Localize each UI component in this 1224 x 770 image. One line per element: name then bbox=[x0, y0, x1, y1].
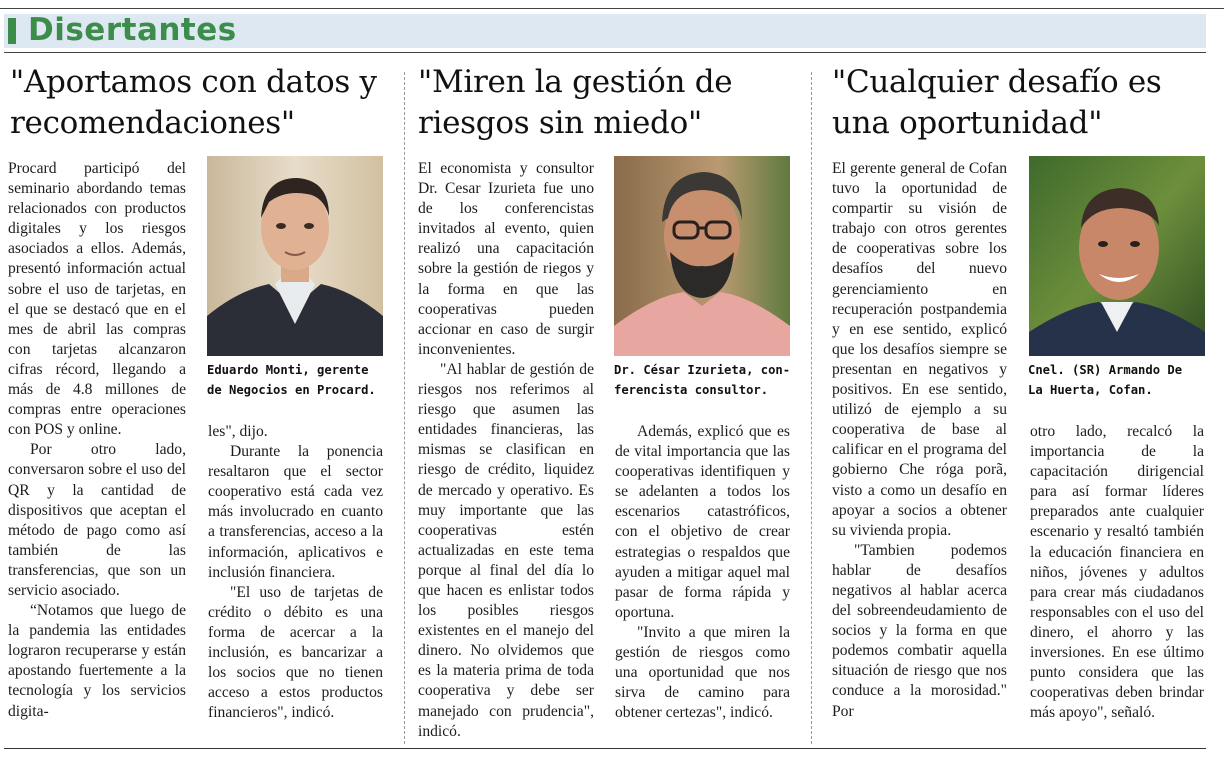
article-text-column bbox=[208, 422, 383, 723]
article-headline: "Cualquier desafío es una oportunidad" bbox=[832, 64, 1162, 141]
portrait-photo bbox=[1029, 156, 1205, 356]
article-text-column bbox=[832, 159, 1007, 722]
paragraph: Además, explicó que es de vital importancia que las cooperativas identifiquen y se adelanten a todos los escenarios catastróficos, con el objetivo de crear estrategias o respaldos que ayuden a mitigar aquel mal pasar de forma rápida y oportuna. bbox=[615, 423, 790, 621]
portrait-photo bbox=[614, 156, 790, 356]
paragraph: “Notamos que luego de la pandemia las entidades lograron recuperarse y están apostando fuertemente a la tecnología y los servicios digita- bbox=[8, 602, 186, 720]
paragraph: "Tambien podemos hablar de desafíos negativos al hablar acerca del sobreendeudamiento de socios y la forma en que podemos combatir aquella situación de riesgo que nos conduce a la morosidad." Por bbox=[832, 541, 1007, 720]
article-text-column bbox=[1030, 422, 1204, 723]
section-marker bbox=[8, 18, 16, 44]
paragraph: Procard participó del seminario abordando temas relacionados con productos digitales y los riesgos asociados a ellos. Además, presentó información actual sobre el uso de tarjetas, en el que se destacó que en el mes de abril las compras con tarjetas alcanzaron cifras récord, llegando a más de 4.8 millones de compras entre operaciones con POS y online. bbox=[8, 160, 186, 439]
top-rule bbox=[0, 8, 1224, 9]
photo-caption: Cnel. (SR) Armando De La Huerta, Cofan. bbox=[1028, 363, 1183, 397]
portrait-photo bbox=[207, 156, 383, 356]
paragraph: "Al hablar de gestión de riesgos nos referimos al riesgo que asumen las entidades financieras, las mismas se clasifican en riesgo de crédito, liquidez de mercado y operativo. Es muy importante que las cooperativas estén actualizadas en este tema porque al final del día lo que hacen es enlistar todos los posibles riesgos existentes en el manejo del dinero. No olvidemos que es la materia prima de toda cooperativa y debe ser manejado con prudencia", indicó. bbox=[418, 360, 594, 740]
article-headline: "Miren la gestión de riesgos sin miedo" bbox=[418, 64, 733, 141]
paragraph: El economista y consultor Dr. Cesar Izurieta fue uno de los conferencistas invitados al evento, quien realizó una capacitación sobre la gestión de riegos y la forma en que las cooperativas pueden accionar en caso de surgir inconvenientes. bbox=[418, 160, 594, 358]
article-headline: "Aportamos con datos y recomendaciones" bbox=[10, 64, 377, 141]
paragraph: otro lado, recalcó la importancia de la capacitación dirigencial para así formar líderes preparados ante cualquier escenario y resaltó también la educación financiera en niños, jóvenes y adultos para crear más ciudadanos responsables con el uso del dinero, el ahorro y las inversiones. En ese último punto considera que las cooperativas deben brindar más apoyo", señaló. bbox=[1030, 423, 1204, 722]
paragraph: les", dijo. bbox=[208, 423, 268, 440]
column-separator bbox=[404, 72, 405, 744]
paragraph: El gerente general de Cofan tuvo la oportunidad de compartir su visión de trabajo con otros gerentes de cooperativas sobre los desafíos del nuevo gerenciamiento en recuperación postpandemia y en ese sentido, explicó que los desafíos siempre se presentan en negativos y positivos. En ese sentido, utilizó de ejemplo a su cooperativa de base al calificar en el programa del gobierno Che róga porã, visto a como un desafío en apoyar a socios a obtener su vivienda propia. bbox=[832, 160, 1007, 539]
paragraph: "Invito a que miren la gestión de riesgos como una oportunidad que nos sirva de camino para obtener certezas", indicó. bbox=[615, 623, 790, 722]
article-text-column bbox=[8, 159, 186, 722]
bottom-rule bbox=[4, 748, 1206, 749]
paragraph: "El uso de tarjetas de crédito o débito es una forma de acercar a la inclusión, es bancarizar a los socios que no tienen acceso a estos productos financieros", indicó. bbox=[208, 583, 383, 722]
header-rule bbox=[4, 52, 1206, 53]
article-text-column bbox=[615, 422, 790, 723]
article-text-column bbox=[418, 159, 594, 742]
photo-caption: Eduardo Monti, gerente de Negocios en Procard. bbox=[207, 363, 376, 397]
column-separator bbox=[811, 72, 812, 744]
paragraph: Por otro lado, conversaron sobre el uso del QR y la cantidad de dispositivos que aceptan el método de pago como así también de las transferencias, que son un servicio asociado. bbox=[8, 441, 186, 599]
photo-caption: Dr. César Izurieta, con- ferencista consultor. bbox=[614, 363, 791, 397]
section-title: Disertantes bbox=[28, 12, 237, 48]
paragraph: Durante la ponencia resaltaron que el sector cooperativo está cada vez más involucrado en cuanto a transferencias, acceso a la información, aplicativos e inclusión financiera. bbox=[208, 443, 383, 581]
